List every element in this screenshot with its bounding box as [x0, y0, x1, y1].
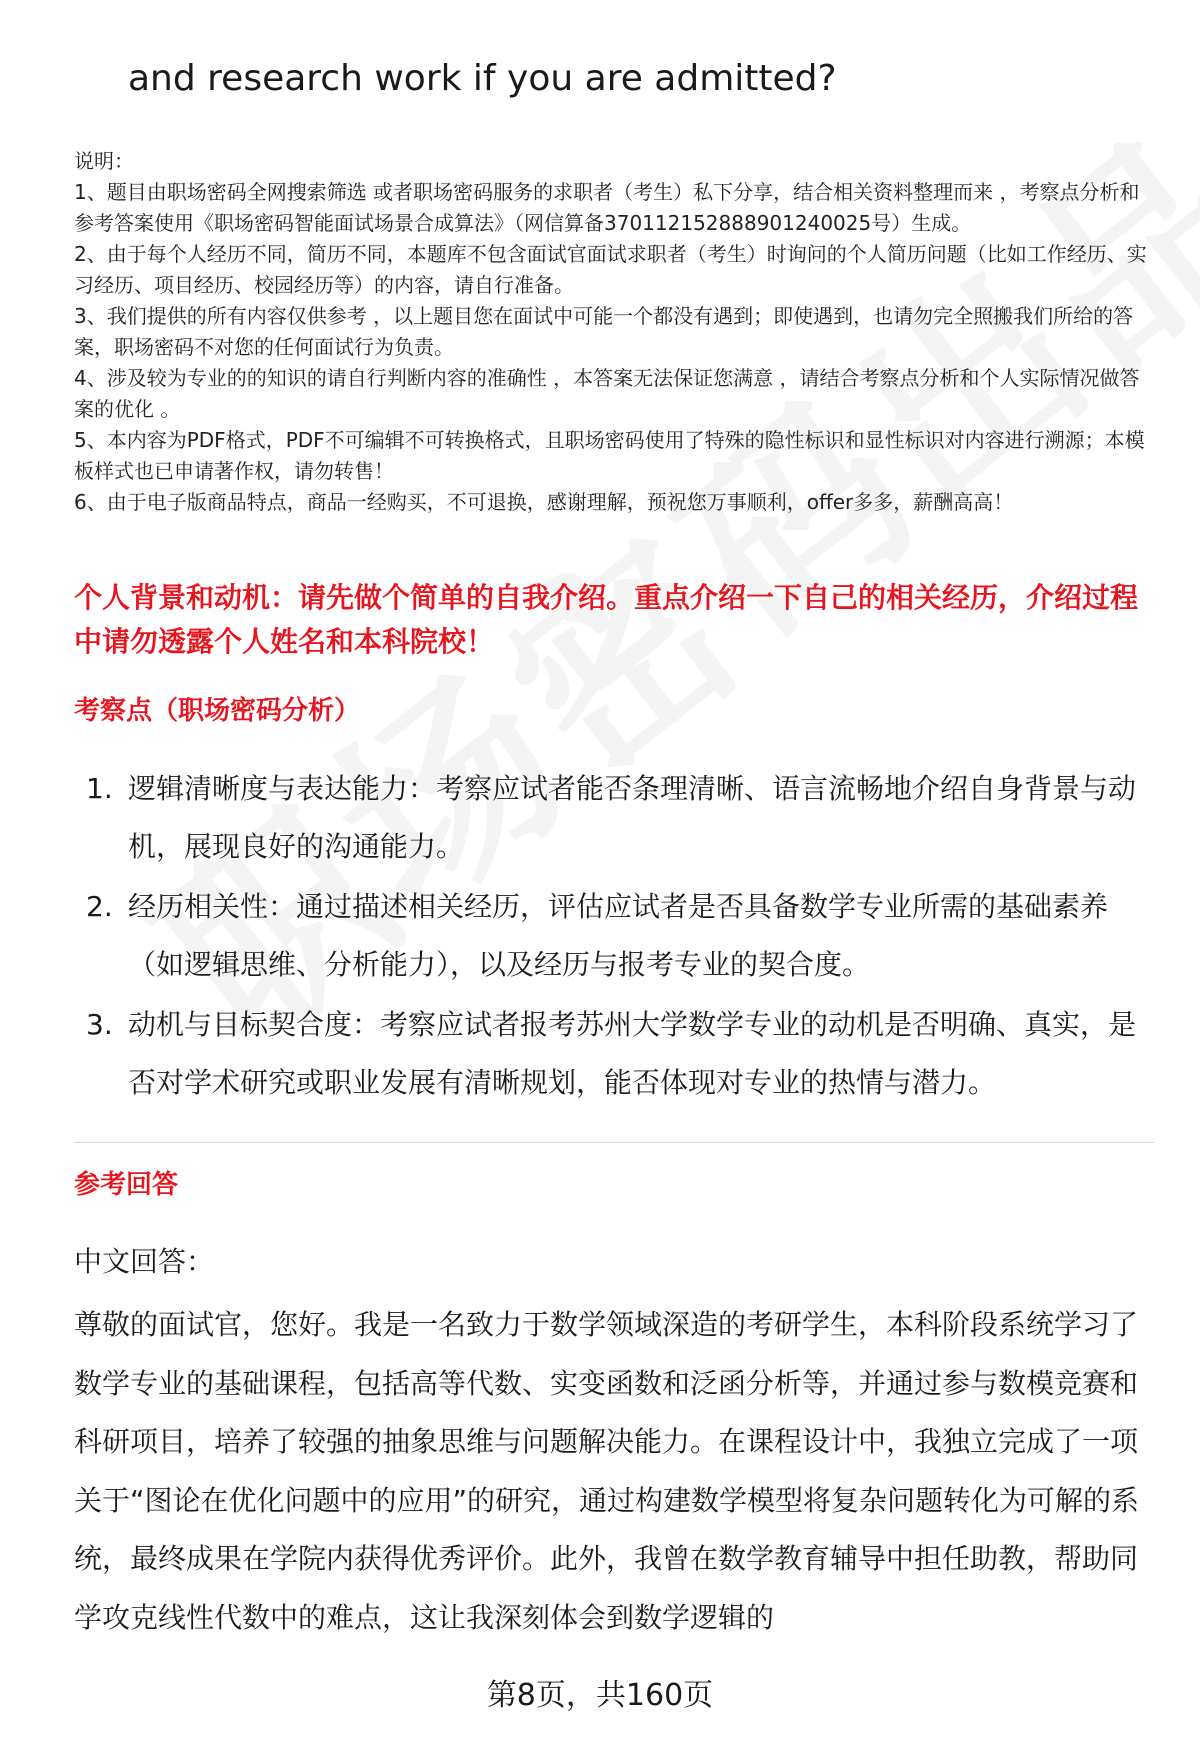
reference-heading: 参考回答 [74, 1170, 179, 1200]
notes-title: 说明： [74, 149, 134, 173]
note-item: 4、涉及较为专业的的知识的请自行判断内容的准确性 ，本答案无法保证您满意 ，请结合考察点分析和个人实际情况做答案的优化 。 [74, 366, 1140, 421]
interview-question: 个人背景和动机：请先做个简单的自我介绍。重点介绍一下自己的相关经历，介绍过程中请勿透露个人姓名和本科院校！ [74, 581, 1139, 658]
analysis-point [74, 760, 1154, 876]
section-divider [74, 1142, 1154, 1143]
point-text: 动机与目标契合度：考察应试者报考苏州大学数学专业的动机是否明确、真实，是否对学术研究或职业发展有清晰规划，能否体现对专业的热情与潜力。 [128, 1008, 1137, 1099]
point-number: 1. [86, 772, 113, 805]
point-number: 3. [86, 1008, 113, 1041]
point-number: 2. [86, 890, 113, 923]
answer-body: 尊敬的面试官，您好。我是一名致力于数学领域深造的考研学生，本科阶段系统学习了数学专业的基础课程，包括高等代数、实变函数和泛函分析等，并通过参与数模竞赛和科研项目，培养了较强的抽象思维与问题解决能力。在课程设计中，我独立完成了一项关于“图论在优化问题中的应用”的研究，通过构建数学模型将复杂问题转化为可解的系统，最终成果在学院内获得优秀评价。此外，我曾在数学教育辅导中担任助教，帮助同学攻克线性代数中的难点，这让我深刻体会到数学逻辑的 [74, 1308, 1140, 1634]
analysis-point [74, 996, 1154, 1112]
analysis-points [74, 760, 1154, 1114]
note-item: 6、由于电子版商品特点，商品一经购买，不可退换，感谢理解，预祝您万事顺利，offer多多，薪酬高高！ [74, 490, 1014, 514]
note-item: 5、本内容为PDF格式，PDF不可编辑不可转换格式，且职场密码使用了特殊的隐性标识和显性标识对内容进行溯源；本模板样式也已申请著作权，请勿转售！ [74, 428, 1145, 483]
point-text: 经历相关性：通过描述相关经历，评估应试者是否具备数学专业所需的基础素养（如逻辑思维、分析能力），以及经历与报考专业的契合度。 [128, 890, 1109, 981]
analysis-heading: 考察点（职场密码分析） [74, 696, 361, 726]
analysis-point [74, 878, 1154, 994]
page-number: 第8页，共160页 [486, 1678, 714, 1713]
previous-question-tail: and research work if you are admitted? [128, 58, 837, 99]
note-item: 1、题目由职场密码全网搜索筛选 或者职场密码服务的求职者（考生）私下分享，结合相关资料整理而来 ，考察点分析和参考答案使用《职场密码智能面试场景合成算法》（网信算备370112152888901240025号）生成。 [74, 180, 1140, 235]
answer-language-label: 中文回答： [74, 1245, 215, 1278]
note-item: 3、我们提供的所有内容仅供参考 ，以上题目您在面试中可能一个都没有遇到；即使遇到，也请勿完全照搬我们所给的答案，职场密码不对您的任何面试行为负责。 [74, 304, 1134, 359]
disclaimer-notes [74, 146, 1154, 518]
point-text: 逻辑清晰度与表达能力：考察应试者能否条理清晰、语言流畅地介绍自身背景与动机，展现良好的沟通能力。 [128, 772, 1137, 863]
note-item: 2、由于每个人经历不同，简历不同，本题库不包含面试官面试求职者（考生）时询问的个人简历问题（比如工作经历、实习经历、项目经历、校园经历等）的内容，请自行准备。 [74, 242, 1147, 297]
